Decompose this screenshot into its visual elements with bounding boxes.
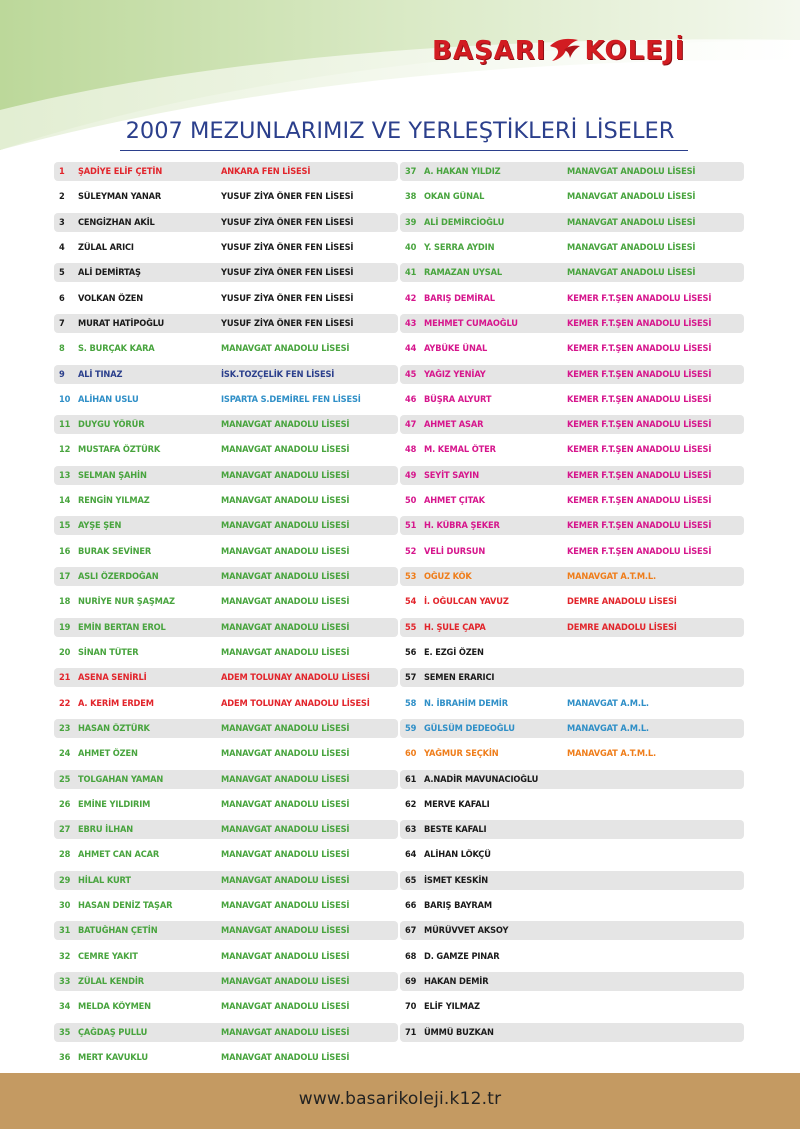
row-number: 63	[405, 824, 417, 836]
list-item	[400, 365, 744, 384]
student-name: OĞUZ KÖK	[424, 571, 472, 582]
school-name: YUSUF ZİYA ÖNER FEN LİSESİ	[221, 216, 354, 228]
student-name: AYBÜKE ÜNAL	[424, 343, 488, 355]
student-name: ZÜLAL KENDİR	[78, 976, 144, 987]
row-number: 31	[59, 925, 71, 937]
list-item	[400, 213, 744, 232]
row-number: 53	[405, 571, 417, 582]
school-name: YUSUF ZİYA ÖNER FEN LİSESİ	[221, 191, 354, 203]
student-name: A. KERİM ERDEM	[78, 697, 154, 709]
row-number: 48	[405, 444, 417, 456]
school-name: MANAVGAT ANADOLU LİSESİ	[221, 444, 350, 456]
row-number: 23	[59, 722, 71, 734]
school-name: YUSUF ZİYA ÖNER FEN LİSESİ	[221, 317, 354, 329]
list-item	[54, 770, 398, 789]
list-item	[400, 567, 744, 586]
row-number: 9	[59, 368, 65, 380]
list-item	[54, 491, 398, 510]
student-name: H. KÜBRA ŞEKER	[424, 520, 500, 532]
list-item	[400, 314, 744, 333]
school-name: MANAVGAT ANADOLU LİSESİ	[221, 621, 350, 633]
student-name: CENGİZHAN AKİL	[78, 216, 155, 228]
list-item	[54, 187, 398, 206]
row-number: 13	[59, 469, 71, 481]
school-name: YUSUF ZİYA ÖNER FEN LİSESİ	[221, 292, 354, 304]
school-name: MANAVGAT ANADOLU LİSESİ	[221, 748, 350, 760]
school-name: MANAVGAT ANADOLU LİSESİ	[221, 798, 350, 810]
row-number: 7	[59, 317, 65, 329]
row-number: 32	[59, 950, 71, 962]
student-name: N. İBRAHİM DEMİR	[424, 697, 508, 709]
school-name: YUSUF ZİYA ÖNER FEN LİSESİ	[221, 241, 354, 253]
list-item	[54, 516, 398, 535]
list-item	[54, 820, 398, 839]
school-name: MANAVGAT ANADOLU LİSESİ	[221, 1001, 350, 1013]
student-name: SİNAN TÜTER	[78, 646, 139, 658]
row-number: 17	[59, 571, 71, 582]
student-name: ALİ DEMİRCİOĞLU	[424, 216, 505, 228]
row-number: 2	[59, 191, 65, 203]
student-name: H. ŞULE ÇAPA	[424, 621, 486, 633]
student-name: RAMAZAN UYSAL	[424, 267, 502, 279]
list-item	[400, 820, 744, 839]
school-name: ADEM TOLUNAY ANADOLU LİSESİ	[221, 672, 370, 684]
row-number: 26	[59, 798, 71, 810]
row-number: 52	[405, 545, 417, 557]
school-name: MANAVGAT ANADOLU LİSESİ	[221, 1051, 350, 1063]
student-name: AYŞE ŞEN	[78, 520, 122, 532]
row-number: 50	[405, 495, 417, 507]
list-item	[54, 339, 398, 358]
list-item	[400, 997, 744, 1016]
row-number: 68	[405, 950, 417, 962]
list-item	[400, 187, 744, 206]
row-number: 42	[405, 292, 417, 304]
list-item	[54, 466, 398, 485]
student-name: M. KEMAL ÖTER	[424, 444, 496, 456]
list-item	[400, 263, 744, 282]
row-number: 10	[59, 393, 71, 405]
row-number: 19	[59, 621, 71, 633]
school-name: KEMER F.T.ŞEN ANADOLU LİSESİ	[567, 419, 712, 431]
student-name: YAĞIZ YENİAY	[424, 368, 486, 380]
student-name: MURAT HATİPOĞLU	[78, 317, 165, 329]
row-number: 38	[405, 191, 417, 203]
row-number: 62	[405, 798, 417, 810]
student-name: S. BURÇAK KARA	[78, 343, 155, 355]
row-number: 54	[405, 596, 417, 608]
school-name: DEMRE ANADOLU LİSESİ	[567, 596, 677, 608]
student-name: MELDA KÖYMEN	[78, 1001, 151, 1013]
row-number: 24	[59, 748, 71, 760]
school-name: KEMER F.T.ŞEN ANADOLU LİSESİ	[567, 317, 712, 329]
list-item	[400, 719, 744, 738]
list-item	[54, 390, 398, 409]
row-number: 49	[405, 469, 417, 481]
list-item	[54, 567, 398, 586]
list-item	[400, 162, 744, 181]
school-name: KEMER F.T.ŞEN ANADOLU LİSESİ	[567, 343, 712, 355]
list-item	[54, 795, 398, 814]
list-item	[54, 997, 398, 1016]
list-item	[400, 542, 744, 561]
list-item	[400, 238, 744, 257]
list-item	[54, 1023, 398, 1042]
student-name: BÜŞRA ALYURT	[424, 393, 492, 405]
student-name: ÜMMÜ BUZKAN	[424, 1026, 494, 1038]
student-name: MEHMET CUMAOĞLU	[424, 317, 518, 329]
school-name: KEMER F.T.ŞEN ANADOLU LİSESİ	[567, 520, 712, 532]
row-number: 3	[59, 216, 65, 228]
row-number: 6	[59, 292, 65, 304]
school-name: MANAVGAT A.T.M.L.	[567, 748, 657, 760]
row-number: 37	[405, 166, 417, 177]
row-number: 60	[405, 748, 417, 760]
list-item	[54, 845, 398, 864]
row-number: 64	[405, 849, 417, 861]
school-name: ISPARTA S.DEMİREL FEN LİSESİ	[221, 393, 361, 405]
list-item	[54, 415, 398, 434]
list-item	[54, 542, 398, 561]
school-name: MANAVGAT A.M.L.	[567, 722, 649, 734]
list-item	[400, 694, 744, 713]
row-number: 59	[405, 722, 417, 734]
row-number: 45	[405, 368, 417, 380]
list-item	[400, 770, 744, 789]
school-name: MANAVGAT ANADOLU LİSESİ	[221, 925, 350, 937]
list-item	[54, 289, 398, 308]
school-name: ADEM TOLUNAY ANADOLU LİSESİ	[221, 697, 370, 709]
student-name: ALİ TINAZ	[78, 368, 123, 380]
row-number: 41	[405, 267, 417, 279]
list-item	[54, 947, 398, 966]
school-name: MANAVGAT ANADOLU LİSESİ	[221, 824, 350, 836]
list-item	[54, 365, 398, 384]
list-item	[400, 668, 744, 687]
list-item	[400, 921, 744, 940]
row-number: 14	[59, 495, 71, 507]
list-item	[400, 643, 744, 662]
list-item	[400, 972, 744, 991]
student-name: AHMET ASAR	[424, 419, 484, 431]
page-title: 2007 MEZUNLARIMIZ VE YERLEŞTİKLERİ LİSELER	[125, 118, 675, 144]
row-number: 56	[405, 646, 417, 658]
school-name: MANAVGAT ANADOLU LİSESİ	[221, 469, 350, 481]
school-name: KEMER F.T.ŞEN ANADOLU LİSESİ	[567, 393, 712, 405]
student-name: BATUĞHAN ÇETİN	[78, 925, 158, 937]
student-name: AHMET CAN ACAR	[78, 849, 160, 861]
row-number: 69	[405, 976, 417, 987]
school-name: MANAVGAT ANADOLU LİSESİ	[567, 166, 696, 177]
row-number: 34	[59, 1001, 71, 1013]
list-item	[54, 238, 398, 257]
student-name: BURAK SEVİNER	[78, 545, 152, 557]
list-item	[54, 719, 398, 738]
row-number: 16	[59, 545, 71, 557]
row-number: 67	[405, 925, 417, 937]
student-name: SEYİT SAYIN	[424, 469, 479, 481]
student-name: VELİ DURSUN	[424, 545, 486, 557]
row-number: 21	[59, 672, 71, 684]
school-name: MANAVGAT ANADOLU LİSESİ	[221, 495, 350, 507]
student-name: ÇAĞDAŞ PULLU	[78, 1026, 148, 1038]
list-item	[54, 694, 398, 713]
row-number: 55	[405, 621, 417, 633]
student-name: HASAN DENİZ TAŞAR	[78, 900, 173, 912]
row-number: 66	[405, 900, 417, 912]
list-item	[54, 668, 398, 687]
student-name: İSMET KESKİN	[424, 874, 489, 886]
student-name: BARIŞ DEMİRAL	[424, 292, 495, 304]
list-item	[54, 643, 398, 662]
student-name: ŞADİYE ELİF ÇETİN	[78, 166, 163, 177]
row-number: 8	[59, 343, 65, 355]
list-item	[400, 744, 744, 763]
school-name: İSK.TOZÇELİK FEN LİSESİ	[221, 368, 335, 380]
school-name: KEMER F.T.ŞEN ANADOLU LİSESİ	[567, 545, 712, 557]
student-name: HASAN ÖZTÜRK	[78, 722, 150, 734]
row-number: 22	[59, 697, 71, 709]
school-name: MANAVGAT ANADOLU LİSESİ	[221, 773, 350, 785]
logo-text-left: BAŞARI	[432, 36, 547, 66]
list-item	[54, 871, 398, 890]
list-item	[54, 1048, 398, 1067]
list-item	[400, 415, 744, 434]
student-name: SEMEN ERARICI	[424, 672, 495, 684]
row-number: 11	[59, 419, 71, 431]
student-name: D. GAMZE PINAR	[424, 950, 500, 962]
student-name: BARIŞ BAYRAM	[424, 900, 492, 912]
school-name: MANAVGAT ANADOLU LİSESİ	[221, 950, 350, 962]
student-name: HAKAN DEMİR	[424, 976, 489, 987]
student-name: RENGİN YILMAZ	[78, 495, 150, 507]
row-number: 28	[59, 849, 71, 861]
row-number: 70	[405, 1001, 417, 1013]
student-name: ALİHAN LÖKÇÜ	[424, 849, 491, 861]
row-number: 18	[59, 596, 71, 608]
student-name: NURİYE NUR ŞAŞMAZ	[78, 596, 175, 608]
school-name: MANAVGAT ANADOLU LİSESİ	[221, 343, 350, 355]
list-item	[400, 491, 744, 510]
list-item	[54, 921, 398, 940]
student-name: Y. SERRA AYDIN	[424, 241, 495, 253]
student-name: A.NADİR MAVUNACIOĞLU	[424, 773, 539, 785]
school-name: MANAVGAT ANADOLU LİSESİ	[221, 1026, 350, 1038]
school-name: MANAVGAT ANADOLU LİSESİ	[567, 241, 696, 253]
list-item	[400, 871, 744, 890]
list-item	[400, 1023, 744, 1042]
list-item	[400, 440, 744, 459]
student-name: SÜLEYMAN YANAR	[78, 191, 162, 203]
student-name: BESTE KAFALI	[424, 824, 487, 836]
student-name: ALİHAN USLU	[78, 393, 139, 405]
school-name: KEMER F.T.ŞEN ANADOLU LİSESİ	[567, 495, 712, 507]
title-underline	[120, 150, 688, 151]
list-item	[400, 947, 744, 966]
school-name: MANAVGAT ANADOLU LİSESİ	[567, 267, 696, 279]
student-name: İ. OĞULCAN YAVUZ	[424, 596, 509, 608]
student-name: AHMET ÖZEN	[78, 748, 138, 760]
student-name: DUYGU YÖRÜR	[78, 419, 145, 431]
school-name: MANAVGAT ANADOLU LİSESİ	[221, 571, 350, 582]
list-item	[54, 592, 398, 611]
school-name: MANAVGAT A.T.M.L.	[567, 571, 657, 582]
student-name: ALİ DEMİRTAŞ	[78, 267, 141, 279]
school-name: MANAVGAT ANADOLU LİSESİ	[567, 216, 696, 228]
school-name: ANKARA FEN LİSESİ	[221, 166, 311, 177]
student-name: EBRU İLHAN	[78, 824, 133, 836]
row-number: 5	[59, 267, 65, 279]
school-name: YUSUF ZİYA ÖNER FEN LİSESİ	[221, 267, 354, 279]
school-name: MANAVGAT ANADOLU LİSESİ	[221, 646, 350, 658]
row-number: 30	[59, 900, 71, 912]
list-item	[54, 162, 398, 181]
brand-logo	[432, 34, 685, 68]
student-name: OKAN GÜNAL	[424, 191, 485, 203]
row-number: 43	[405, 317, 417, 329]
logo-text-right: KOLEJİ	[584, 36, 686, 66]
row-number: 58	[405, 697, 417, 709]
list-item	[400, 795, 744, 814]
row-number: 46	[405, 393, 417, 405]
list-item	[400, 592, 744, 611]
school-name: DEMRE ANADOLU LİSESİ	[567, 621, 677, 633]
list-item	[54, 213, 398, 232]
row-number: 33	[59, 976, 71, 987]
school-name: MANAVGAT ANADOLU LİSESİ	[567, 191, 696, 203]
school-name: MANAVGAT ANADOLU LİSESİ	[221, 900, 350, 912]
student-name: TOLGAHAN YAMAN	[78, 773, 164, 785]
student-name: CEMRE YAKIT	[78, 950, 138, 962]
student-name: AHMET ÇITAK	[424, 495, 485, 507]
student-name: VOLKAN ÖZEN	[78, 292, 144, 304]
school-name: MANAVGAT ANADOLU LİSESİ	[221, 849, 350, 861]
school-name: MANAVGAT ANADOLU LİSESİ	[221, 874, 350, 886]
list-item	[400, 466, 744, 485]
list-item	[400, 618, 744, 637]
row-number: 36	[59, 1051, 71, 1063]
student-name: ZÜLAL ARICI	[78, 241, 134, 253]
logo-flame-icon	[548, 36, 582, 62]
row-number: 39	[405, 216, 417, 228]
list-item	[54, 440, 398, 459]
list-item	[400, 896, 744, 915]
student-name: MERVE KAFALI	[424, 798, 490, 810]
list-item	[54, 972, 398, 991]
student-name: A. HAKAN YILDIZ	[424, 166, 501, 177]
list-item	[54, 314, 398, 333]
row-number: 44	[405, 343, 417, 355]
footer-website-link[interactable]: www.basarikoleji.k12.tr	[298, 1089, 502, 1109]
list-item	[400, 390, 744, 409]
row-number: 1	[59, 166, 65, 177]
row-number: 47	[405, 419, 417, 431]
student-name: SELMAN ŞAHİN	[78, 469, 147, 481]
school-name: MANAVGAT A.M.L.	[567, 697, 649, 709]
list-item	[54, 744, 398, 763]
list-item	[54, 263, 398, 282]
row-number: 71	[405, 1026, 417, 1038]
school-name: MANAVGAT ANADOLU LİSESİ	[221, 520, 350, 532]
row-number: 51	[405, 520, 417, 532]
school-name: MANAVGAT ANADOLU LİSESİ	[221, 545, 350, 557]
school-name: KEMER F.T.ŞEN ANADOLU LİSESİ	[567, 444, 712, 456]
student-name: YAĞMUR SEÇKİN	[424, 748, 499, 760]
row-number: 25	[59, 773, 71, 785]
list-item	[400, 339, 744, 358]
school-name: KEMER F.T.ŞEN ANADOLU LİSESİ	[567, 292, 712, 304]
student-name: EMİN BERTAN EROL	[78, 621, 166, 633]
student-name: MERT KAVUKLU	[78, 1051, 148, 1063]
school-name: MANAVGAT ANADOLU LİSESİ	[221, 976, 350, 987]
student-name: ELİF YILMAZ	[424, 1001, 480, 1013]
school-name: KEMER F.T.ŞEN ANADOLU LİSESİ	[567, 368, 712, 380]
student-name: GÜLSÜM DEDEOĞLU	[424, 722, 515, 734]
list-item	[54, 896, 398, 915]
school-name: MANAVGAT ANADOLU LİSESİ	[221, 419, 350, 431]
list-item	[54, 618, 398, 637]
student-name: MÜRÜVVET AKSOY	[424, 925, 509, 937]
student-name: ASENA SENİRLİ	[78, 672, 147, 684]
list-item	[400, 845, 744, 864]
school-name: MANAVGAT ANADOLU LİSESİ	[221, 722, 350, 734]
list-item	[400, 516, 744, 535]
list-item	[400, 289, 744, 308]
school-name: MANAVGAT ANADOLU LİSESİ	[221, 596, 350, 608]
student-name: EMİNE YILDIRIM	[78, 798, 151, 810]
row-number: 27	[59, 824, 71, 836]
school-name: KEMER F.T.ŞEN ANADOLU LİSESİ	[567, 469, 712, 481]
row-number: 57	[405, 672, 417, 684]
row-number: 4	[59, 241, 65, 253]
student-name: MUSTAFA ÖZTÜRK	[78, 444, 161, 456]
left-graduate-list	[54, 162, 398, 1073]
row-number: 12	[59, 444, 71, 456]
row-number: 15	[59, 520, 71, 532]
row-number: 35	[59, 1026, 71, 1038]
student-name: ASLI ÖZERDOĞAN	[78, 571, 159, 582]
row-number: 61	[405, 773, 417, 785]
row-number: 20	[59, 646, 71, 658]
student-name: E. EZGİ ÖZEN	[424, 646, 484, 658]
row-number: 29	[59, 874, 71, 886]
right-graduate-list	[400, 162, 744, 1048]
row-number: 40	[405, 241, 417, 253]
row-number: 65	[405, 874, 417, 886]
student-name: HİLAL KURT	[78, 874, 131, 886]
